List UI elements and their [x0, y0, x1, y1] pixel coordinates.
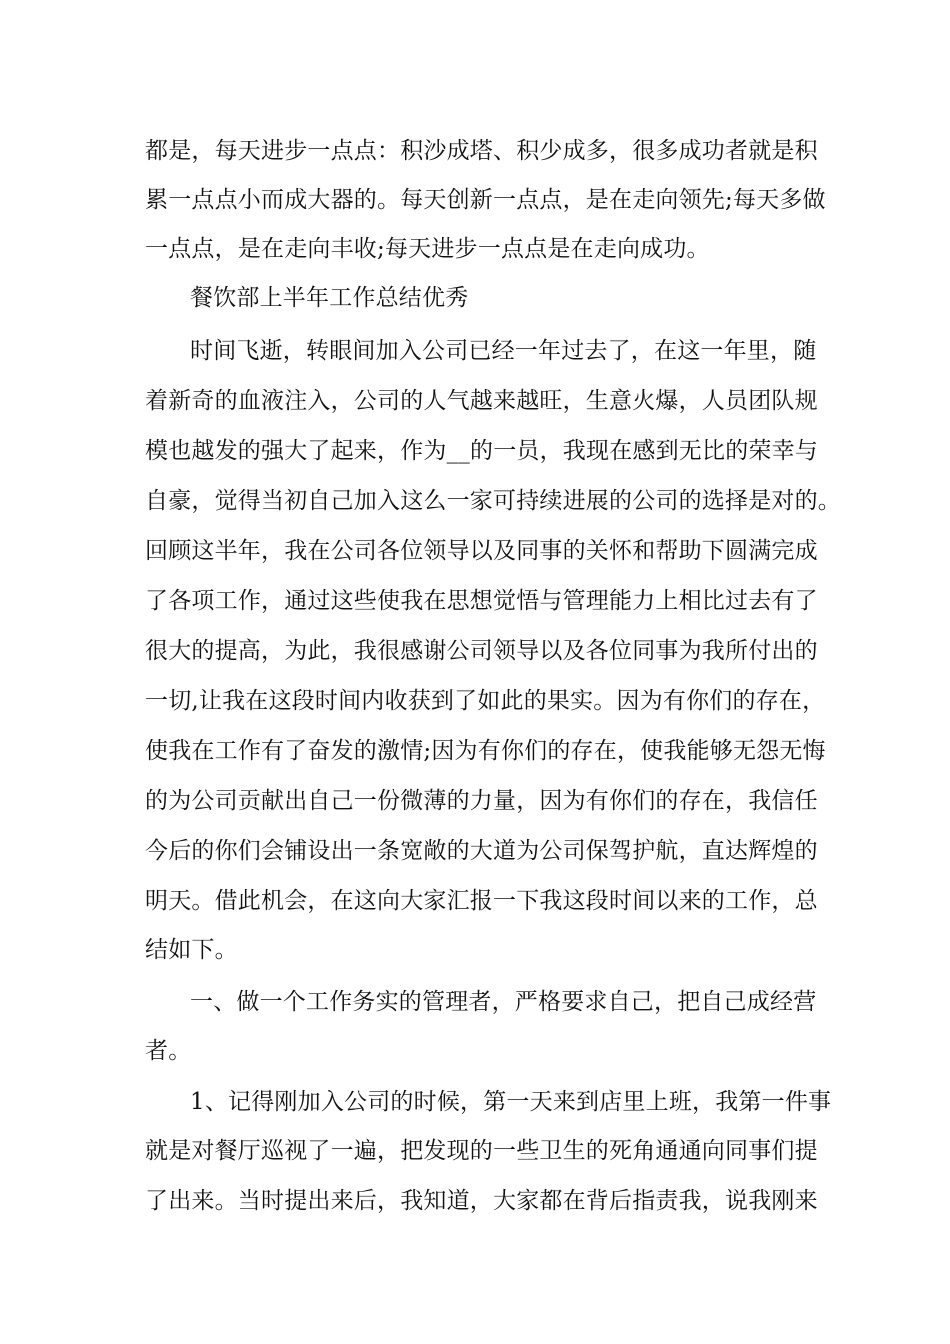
text-line: 了出来。当时提出来后，我知道，大家都在背后指责我，说我刚来 — [145, 1188, 818, 1214]
text-line: 了各项工作，通过这些使我在思想觉悟与管理能力上相比过去有了 — [145, 588, 818, 614]
text-line: 的为公司贡献出自己一份微薄的力量，因为有你们的存在，我信任 — [145, 788, 818, 814]
section-heading: 一、做一个工作务实的管理者，严格要求自己，把自己成经营 — [190, 989, 817, 1015]
text-line: 明天。借此机会，在这向大家汇报一下我这段时间以来的工作，总 — [145, 888, 818, 914]
text-line: 模也越发的强大了起来，作为__的一员，我现在感到无比的荣幸与 — [145, 438, 818, 464]
text-line: 结如下。 — [145, 937, 238, 963]
text-line: 1、记得刚加入公司的时候，第一天来到店里上班，我第一件事 — [190, 1089, 832, 1115]
text-line: 就是对餐厅巡视了一遍，把发现的一些卫生的死角通通向同事们提 — [145, 1138, 818, 1164]
text-line: 时间飞逝，转眼间加入公司已经一年过去了，在这一年里，随 — [190, 338, 817, 364]
text-line: 着新奇的血液注入，公司的人气越来越旺，生意火爆，人员团队规 — [145, 388, 818, 414]
text-line: 累一点点小而成大器的。每天创新一点点，是在走向领先;每天多做 — [145, 187, 826, 213]
text-line: 都是，每天进步一点点：积沙成塔、积少成多，很多成功者就是积 — [145, 138, 818, 164]
text-line: 者。 — [145, 1038, 192, 1064]
section-heading: 餐饮部上半年工作总结优秀 — [190, 285, 469, 311]
text-line: 今后的你们会铺设出一条宽敞的大道为公司保驾护航，直达辉煌的 — [145, 838, 818, 864]
text-line: 使我在工作有了奋发的激情;因为有你们的存在，使我能够无怨无悔 — [145, 738, 826, 764]
text-line: 回顾这半年，我在公司各位领导以及同事的关怀和帮助下圆满完成 — [145, 538, 818, 564]
text-line: 很大的提高，为此，我很感谢公司领导以及各位同事为我所付出的 — [145, 638, 818, 664]
text-line: 一点点，是在走向丰收;每天进步一点点是在走向成功。 — [145, 236, 710, 262]
text-line: 自豪，觉得当初自己加入这么一家可持续进展的公司的选择是对的。 — [145, 488, 841, 514]
text-line: 一切,让我在这段时间内收获到了如此的果实。因为有你们的存在， — [145, 688, 826, 714]
